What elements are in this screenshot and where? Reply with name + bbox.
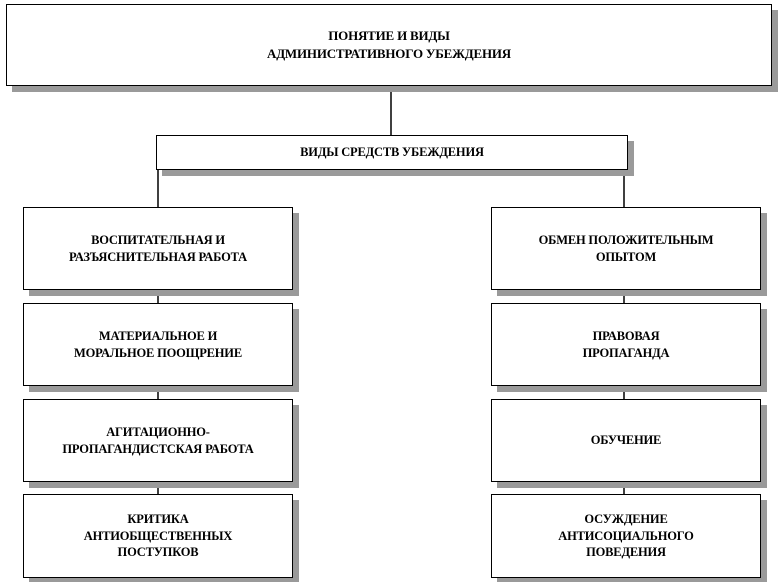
right-box-text: ПРАВОВАЯ ПРОПАГАНДА [582,328,670,360]
right-box-experience-exchange [491,207,761,290]
left-box-criticism [23,494,293,578]
left-box-text: КРИТИКА АНТИОБЩЕСТВЕННЫХ ПОСТУПКОВ [83,511,233,560]
left-box-text: АГИТАЦИОННО- ПРОПАГАНДИСТСКАЯ РАБОТА [62,424,254,456]
types-header-box [156,135,628,170]
title-box [6,4,772,86]
left-box-text: МАТЕРИАЛЬНОЕ И МОРАЛЬНОЕ ПООЩРЕНИЕ [74,328,242,360]
right-box-legal-propaganda [491,303,761,386]
right-box-training [491,399,761,482]
right-box-text: ОСУЖДЕНИЕ АНТИСОЦИАЛЬНОГО ПОВЕДЕНИЯ [558,511,694,560]
types-header-text: ВИДЫ СРЕДСТВ УБЕЖДЕНИЯ [300,145,484,160]
left-box-text: ВОСПИТАТЕЛЬНАЯ И РАЗЪЯСНИТЕЛЬНАЯ РАБОТА [69,232,247,264]
right-box-text: ОБМЕН ПОЛОЖИТЕЛЬНЫМ ОПЫТОМ [538,232,714,264]
left-box-incentives [23,303,293,386]
left-box-agitation [23,399,293,482]
title-text: ПОНЯТИЕ И ВИДЫ АДМИНИСТРАТИВНОГО УБЕЖДЕНИЯ [267,28,511,61]
right-box-text: ОБУЧЕНИЕ [590,433,662,448]
left-box-educational-work [23,207,293,290]
right-box-condemnation [491,494,761,578]
